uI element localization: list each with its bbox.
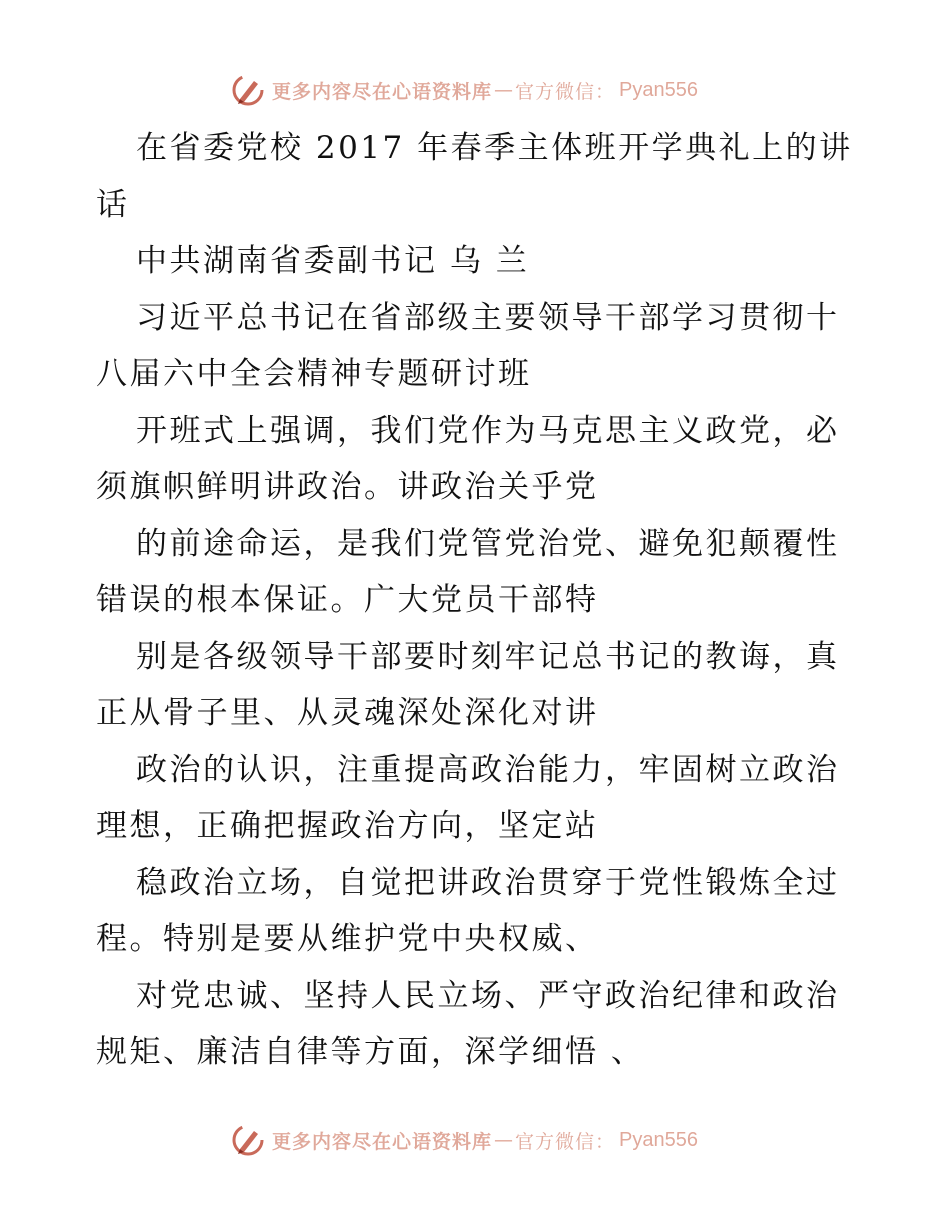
watermark-footer	[230, 1120, 720, 1160]
watermark-separator: —	[494, 1129, 514, 1151]
body-paragraph: 开班式上强调，我们党作为马克思主义政党，必须旗帜鲜明讲政治。讲政治关乎党	[96, 412, 840, 505]
body-paragraph: 对党忠诚、坚持人民立场、严守政治纪律和政治规矩、廉洁自律等方面，深学细悟 、	[96, 977, 840, 1070]
pen-logo-icon	[230, 1122, 266, 1158]
body-paragraph: 稳政治立场，自觉把讲政治贯穿于党性锻炼全过程。特别是要从维护党中央权威、	[96, 864, 840, 957]
watermark-header	[230, 70, 720, 110]
speech-title: 在省委党校 2017 年春季主体班开学典礼上的讲话	[96, 130, 853, 223]
watermark-wechat-id: Pyan556	[619, 1128, 698, 1151]
speaker-line: 中共湖南省委副书记 乌 兰	[136, 243, 530, 279]
watermark-separator: —	[494, 79, 514, 101]
watermark-wechat-id: Pyan556	[619, 78, 698, 101]
body-paragraph: 习近平总书记在省部级主要领导干部学习贯彻十八届六中全会精神专题研讨班	[96, 299, 840, 392]
pen-logo-icon	[230, 72, 266, 108]
body-paragraph: 别是各级领导干部要时刻牢记总书记的教诲，真正从骨子里、从灵魂深处深化对讲	[96, 638, 840, 731]
body-paragraph: 政治的认识，注重提高政治能力，牢固树立政治理想，正确把握政治方向，坚定站	[96, 751, 840, 844]
watermark-site-text: 更多内容尽在心语资料库	[272, 1130, 493, 1153]
watermark-site-text: 更多内容尽在心语资料库	[272, 80, 493, 103]
watermark-label: 官方微信：	[515, 1130, 616, 1153]
document-body	[96, 120, 856, 1081]
body-paragraph: 的前途命运，是我们党管党治党、避免犯颠覆性错误的根本保证。广大党员干部特	[96, 525, 840, 618]
watermark-label: 官方微信：	[515, 80, 616, 103]
